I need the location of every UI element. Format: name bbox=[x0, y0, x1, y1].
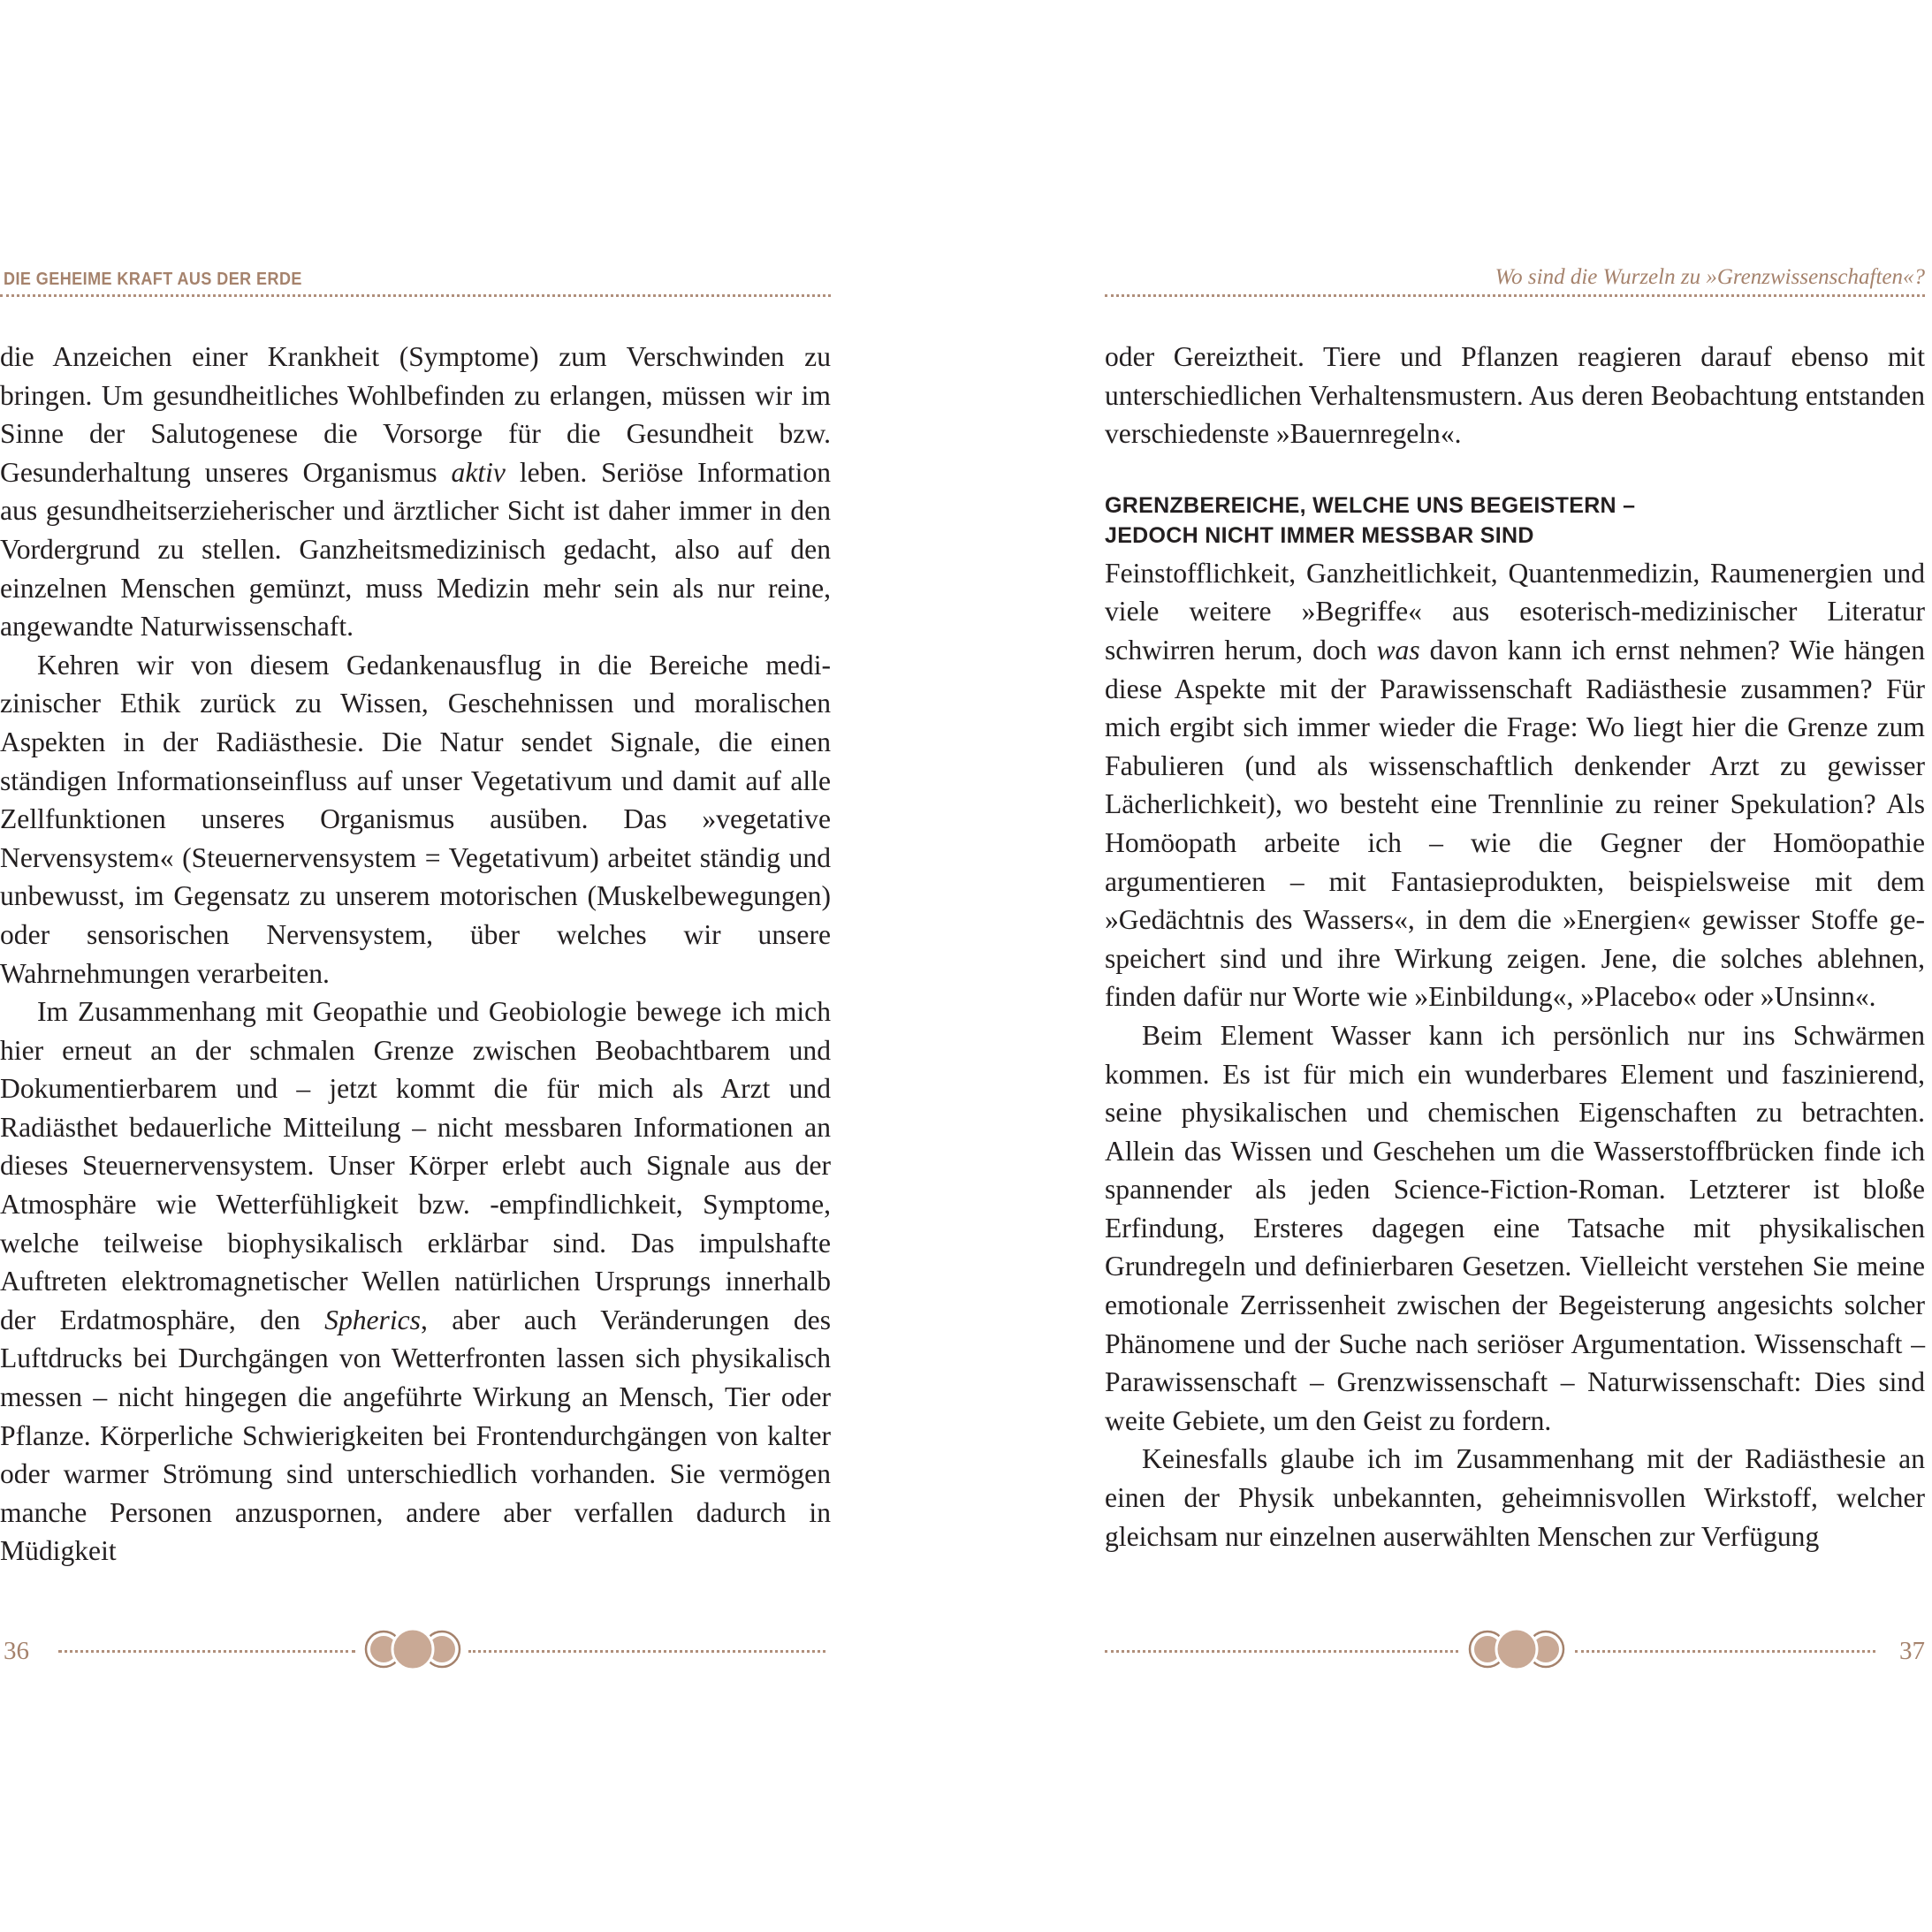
running-head bbox=[1105, 262, 1925, 297]
paragraph bbox=[1105, 338, 1925, 453]
dotted-rule bbox=[1105, 1650, 1458, 1653]
right-page bbox=[1105, 0, 1925, 1932]
page-footer bbox=[0, 1626, 831, 1679]
running-head-title: Wo sind die Wurzeln zu »Grenzwissenschaften«? bbox=[1495, 265, 1925, 289]
page-number: 36 bbox=[4, 1637, 29, 1665]
page-footer bbox=[1105, 1626, 1925, 1679]
dotted-rule bbox=[1575, 1650, 1875, 1653]
body-text bbox=[1105, 338, 1925, 1555]
left-page bbox=[0, 0, 831, 1932]
text-run: Beim Element Wasser kann ich persönlich nur ins Schwärmen kommen. Es ist für mich ein wunderbares Element und faszinierend, seine physikalischen und chemischen Eigenschaften zu betrachten. Allein das Wissen und Geschehen um die Wasserstoffbrücken finde ich spannender als jeden Science-Fiction-Roman. Letzterer ist bloße Erfindung, Ersteres dagegen eine Tatsache mit physikalischen Grundregeln und definierbaren Gesetzen. Vielleicht verstehen Sie meine emotionale Zerrissenheit zwischen der Begeisterung angesichts solcher Phänomene und der Suche nach seriöser Argumentation. Wissenschaft – Parawissenschaft – Grenzwissenschaft – Naturwissenschaft: Dies sind weite Gebiete, um den Geist zu fordern. bbox=[1105, 1019, 1925, 1436]
three-circles-ornament-icon bbox=[364, 1628, 461, 1670]
section-heading-line: GRENZBEREICHE, WELCHE UNS BEGEISTERN – bbox=[1105, 492, 1636, 518]
section-heading bbox=[1105, 491, 1925, 551]
italic-text: Spherics bbox=[324, 1304, 421, 1335]
text-run: Im Zusammenhang mit Geopathie und Geobiologie bewege ich mich hier erneut an der schmalen Grenze zwischen Beobachtbarem und Dokumentierbarem und – jetzt kommt die für mich als Arzt und Radiästhet bedauerliche Mitteilung – nicht messbaren Informationen an dieses Steuernervensystem. Unser Körper erlebt auch Signale aus der Atmosphäre wie Wetterfühligkeit bzw. -empfindlichkeit, Symptome, welche teilweise biophysikalisch erklärbar sind. Das impulshafte Auftreten elektromagnetischer Wellen natürlichen Ursprungs innerhalb der Erdatmosphäre, den bbox=[0, 996, 831, 1335]
page-number: 37 bbox=[1899, 1637, 1925, 1665]
dotted-rule bbox=[0, 294, 831, 297]
italic-text: was bbox=[1376, 634, 1420, 666]
body-text bbox=[0, 338, 831, 1571]
text-run: Kehren wir von diesem Gedankenausflug in die Bereiche medizinischer Ethik zurück zu Wissen, Geschehnissen und moralischen Aspekten in der Radiästhesie. Die Natur sendet Signale, die einen ständigen Informationseinfluss auf unser Vegetativum und damit auf alle Zellfunktionen unseres Organismus ausüben. Das »vegetative Nervensystem« (Steuernervensystem = Vegetativum) arbeitet ständig und unbewusst, im Gegensatz zu unserem motorischen (Muskelbewegungen) oder sensorischen Nervensystem, über welches wir unsere Wahrnehmungen verarbeiten. bbox=[0, 649, 831, 989]
text-run: davon kann ich ernst nehmen? Wie hängen diese Aspekte mit der Parawissenschaft Radiästhesie zusammen? Für mich ergibt sich immer wieder die Frage: Wo liegt hier die Grenze zum Fabulieren (und als wissenschaftlich denkender Arzt zu gewisser Lächerlichkeit), wo besteht eine Trennlinie zu reiner Spekulation? Als Homöopath arbeite ich – wie die Gegner der Homöopathie argumentieren – mit Fantasieprodukten, beispielsweise mit dem »Gedächtnis des Wassers«, in dem die »Energien« gewisser Stoffe gespeichert sind und ihre Wirkung zeigen. Jene, die solches ablehnen, finden dafür nur Worte wie »Einbildung«, »Placebo« oder »Unsinn«. bbox=[1105, 634, 1925, 1013]
text-run: , aber auch Veränderungen des Luftdrucks bei Durchgängen von Wetterfronten lassen sich physikalisch messen – nicht hingegen die angeführte Wirkung an Mensch, Tier oder Pflanze. Körperliche Schwierigkeiten bei Frontendurchgängen von kalter oder warmer Strömung sind unterschiedlich vorhanden. Sie vermögen manche Personen anzuspornen, andere aber verfallen dadurch in Müdigkeit bbox=[0, 1304, 831, 1567]
text-run: Keinesfalls glaube ich im Zusammenhang mit der Radiästhesie an einen der Physik unbekannten, geheimnisvollen Wirkstoff, welcher gleichsam nur einzelnen auserwählten Menschen zur Verfügung bbox=[1105, 1443, 1925, 1552]
italic-text: aktiv bbox=[451, 456, 506, 488]
dotted-rule bbox=[58, 1650, 355, 1653]
running-head-title: DIE GEHEIME KRAFT AUS DER ERDE bbox=[4, 270, 302, 289]
paragraph bbox=[0, 993, 831, 1571]
three-circles-ornament-icon bbox=[1468, 1628, 1565, 1670]
paragraph bbox=[1105, 1440, 1925, 1555]
paragraph bbox=[1105, 554, 1925, 1016]
paragraph bbox=[0, 338, 831, 646]
text-run: oder Gereiztheit. Tiere und Pflanzen reagieren darauf ebenso mit unterschiedlichen Verhaltensmustern. Aus deren Beobachtung entstanden verschiedenste »Bauernregeln«. bbox=[1105, 341, 1925, 450]
running-head bbox=[0, 262, 831, 297]
text-run: die Anzeichen einer Krankheit (Symptome) zum Verschwinden zu bringen. Um gesundheitliches Wohlbefinden zu erlangen, müssen wir im Sinne der Salutogenese die Vorsorge für die Gesundheit bzw. Gesunderhaltung unseres Organismus bbox=[0, 341, 831, 488]
paragraph bbox=[0, 646, 831, 993]
section-heading-line: JEDOCH NICHT IMMER MESSBAR SIND bbox=[1105, 522, 1534, 548]
dotted-rule bbox=[468, 1650, 825, 1653]
paragraph bbox=[1105, 1016, 1925, 1441]
dotted-rule bbox=[1105, 294, 1925, 297]
text-run: leben. Seriöse Information aus gesundheitserzieherischer und ärztlicher Sicht ist daher immer in den Vordergrund zu stellen. Ganzheitsmedizinisch gedacht, also auf den einzelnen Menschen gemünzt, muss Medizin mehr sein als nur reine, angewandte Naturwissenschaft. bbox=[0, 456, 832, 643]
text-run: Feinstofflichkeit, Ganzheitlichkeit, Quantenmedizin, Raumenergien und viele weitere »Begriffe« aus esoterisch-medizinischer Literatur schwirren herum, doch bbox=[1105, 557, 1925, 666]
